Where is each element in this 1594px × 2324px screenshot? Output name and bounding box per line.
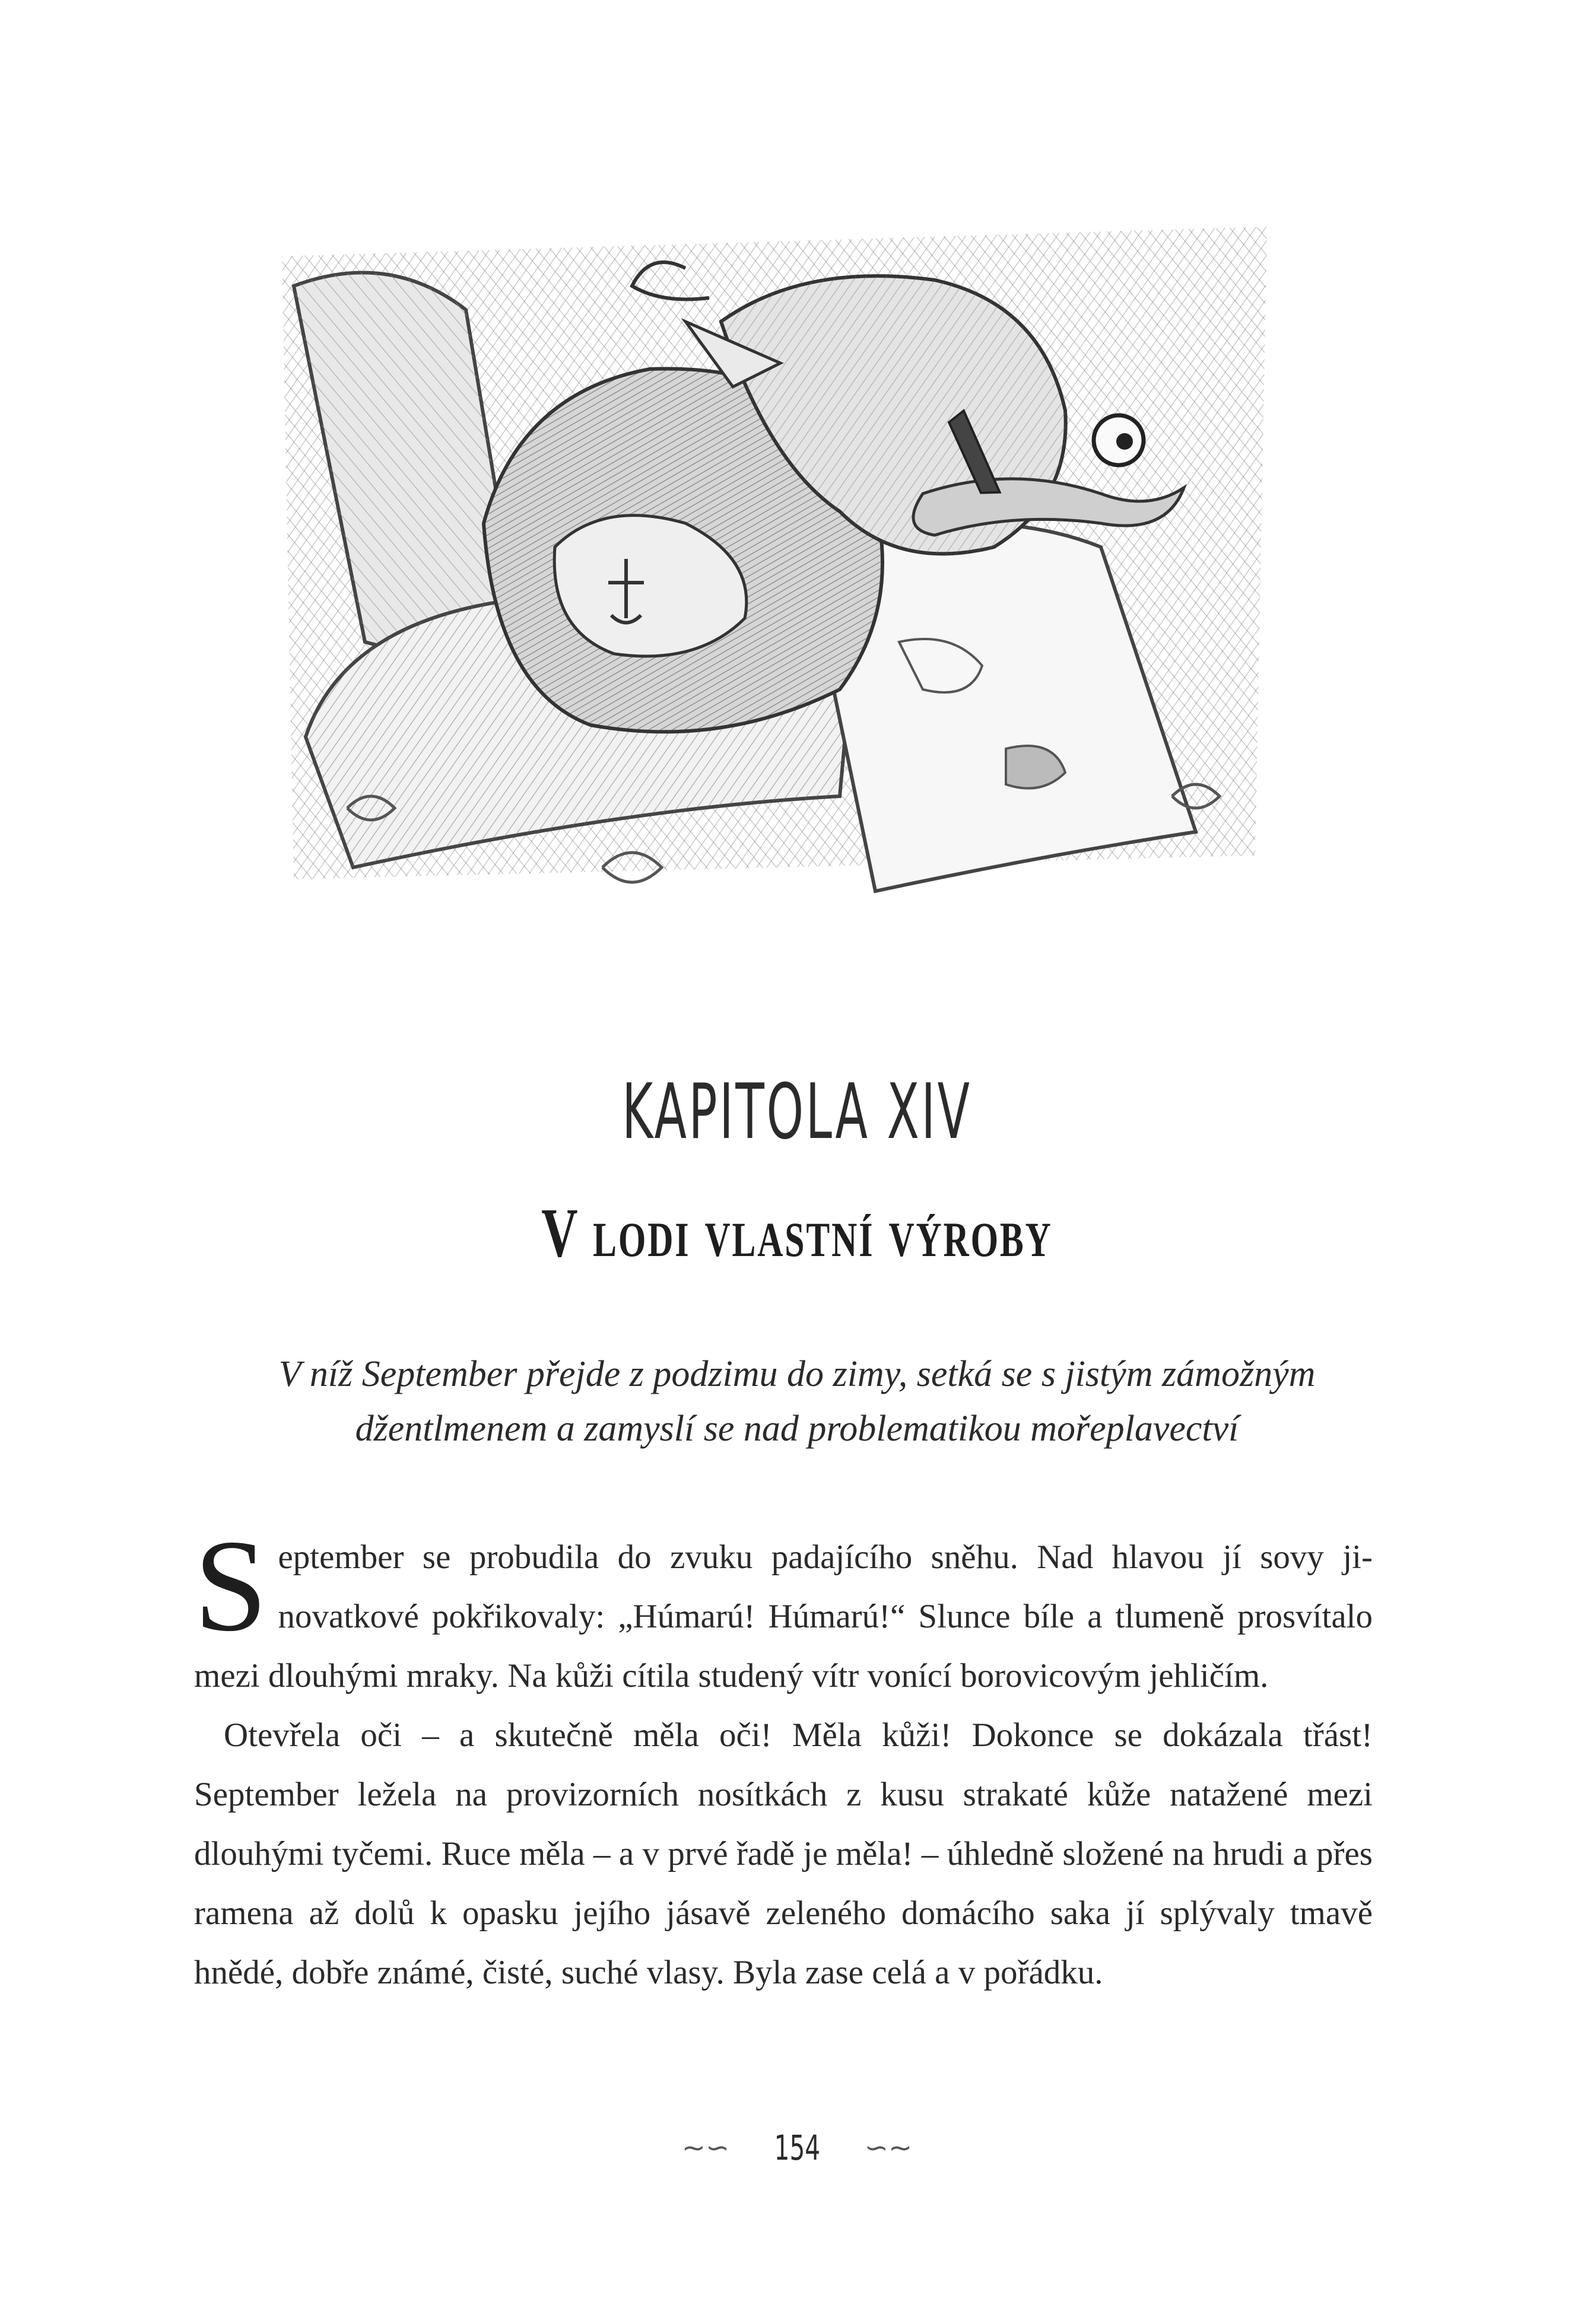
drop-cap: S [194, 1513, 268, 1659]
paragraph-1 [194, 1513, 1373, 1706]
subtitle-line-1: V níž September přejde z podzimu do zimy, setká se s jistým zámožným [278, 1354, 1316, 1394]
chapter-subtitle [178, 1347, 1416, 1456]
page-footer [0, 2125, 1594, 2168]
flourish-right-icon: ∽~ [864, 2131, 913, 2164]
chapter-number: KAPITOLA XIV [622, 1068, 972, 1156]
page-number: 154 [774, 2127, 820, 2168]
chapter-title: V lodi vlastní výroby [541, 1194, 1053, 1271]
chapter-illustration [270, 215, 1278, 939]
subtitle-line-2: džentlmenem a zamyslí se nad problematikou mořeplavectví [355, 1409, 1239, 1449]
paragraph-2: Otevřela oči – a skutečně měla oči! Měla kůži! Dokonce se dokázala třást! September ležela na provizorních nosítkách z kusu strakaté kůže natažené mezi dlouhými tyčemi. Ruce měla – a v prvé řadě je měla! – úhledně složené na hrudi a přes ramena až dolů k opasku jejího jásavě zeleného domácího saka jí splývaly tmavě hnědé, dobře známé, čisté, suché vlasy. Byla zase celá a v pořádku. [194, 1716, 1373, 1991]
sketch-icon [270, 215, 1278, 939]
flourish-left-icon: ~∽ [681, 2131, 730, 2164]
paragraph-1-text: eptember se probudila do zvuku padajícího sněhu. Nad hlavou jí sovy jinovatkové pokřikovaly: „Húmarú! Húmarú!“ Slunce bíle a tlumeně prosvítalo mezi dlouhými mraky. Na kůži cítila studený vítr vonící borovicovým jehličím. [194, 1538, 1373, 1694]
body-text [194, 1513, 1373, 2002]
